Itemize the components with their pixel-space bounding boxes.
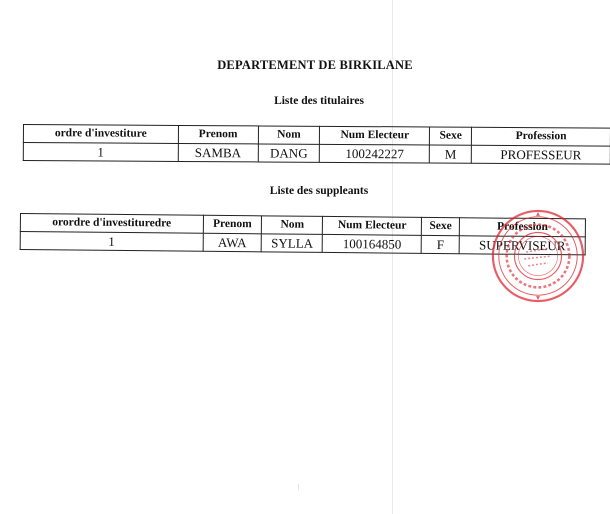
- official-stamp-icon: [489, 207, 587, 305]
- column-header-sexe: Sexe: [422, 217, 460, 235]
- column-header-ordre: ordre d'investiture: [23, 125, 178, 144]
- column-header-profession: Profession: [472, 127, 610, 146]
- suppleants-heading: Liste des suppleants: [269, 185, 369, 197]
- column-header-prenom: Prenom: [178, 125, 258, 143]
- page-fold-mark: [298, 484, 299, 490]
- cell-nom: SYLLA: [262, 234, 323, 253]
- cell-prenom: AWA: [203, 233, 262, 252]
- titulaires-heading: Liste des titulaires: [274, 95, 364, 107]
- page-fold-line: [392, 0, 393, 514]
- column-header-nom: Nom: [262, 216, 323, 235]
- cell-ordre: 1: [20, 232, 203, 252]
- cell-num-electeur: 100242227: [320, 144, 430, 163]
- titulaires-table: [23, 124, 610, 165]
- cell-nom: DANG: [258, 144, 320, 162]
- column-header-prenom: Prenom: [203, 215, 262, 234]
- cell-sexe: M: [430, 145, 472, 163]
- column-header-num-electeur: Num Electeur: [320, 126, 430, 145]
- column-header-sexe: Sexe: [430, 127, 472, 145]
- cell-profession: SUPERVISEUR: [459, 236, 585, 255]
- cell-prenom: SAMBA: [178, 143, 258, 161]
- cell-sexe: F: [421, 235, 459, 253]
- table-row: [23, 143, 610, 165]
- cell-num-electeur: 100164850: [323, 234, 422, 253]
- cell-ordre: 1: [23, 143, 178, 162]
- column-header-nom: Nom: [258, 126, 320, 144]
- column-header-profession: Profession: [459, 218, 585, 237]
- column-header-num-electeur: Num Electeur: [323, 216, 422, 235]
- column-header-ordre: orordre d'investituredre: [20, 214, 203, 234]
- cell-profession: PROFESSEUR: [471, 145, 610, 164]
- document-title: DEPARTEMENT DE BIRKILANE: [217, 58, 413, 72]
